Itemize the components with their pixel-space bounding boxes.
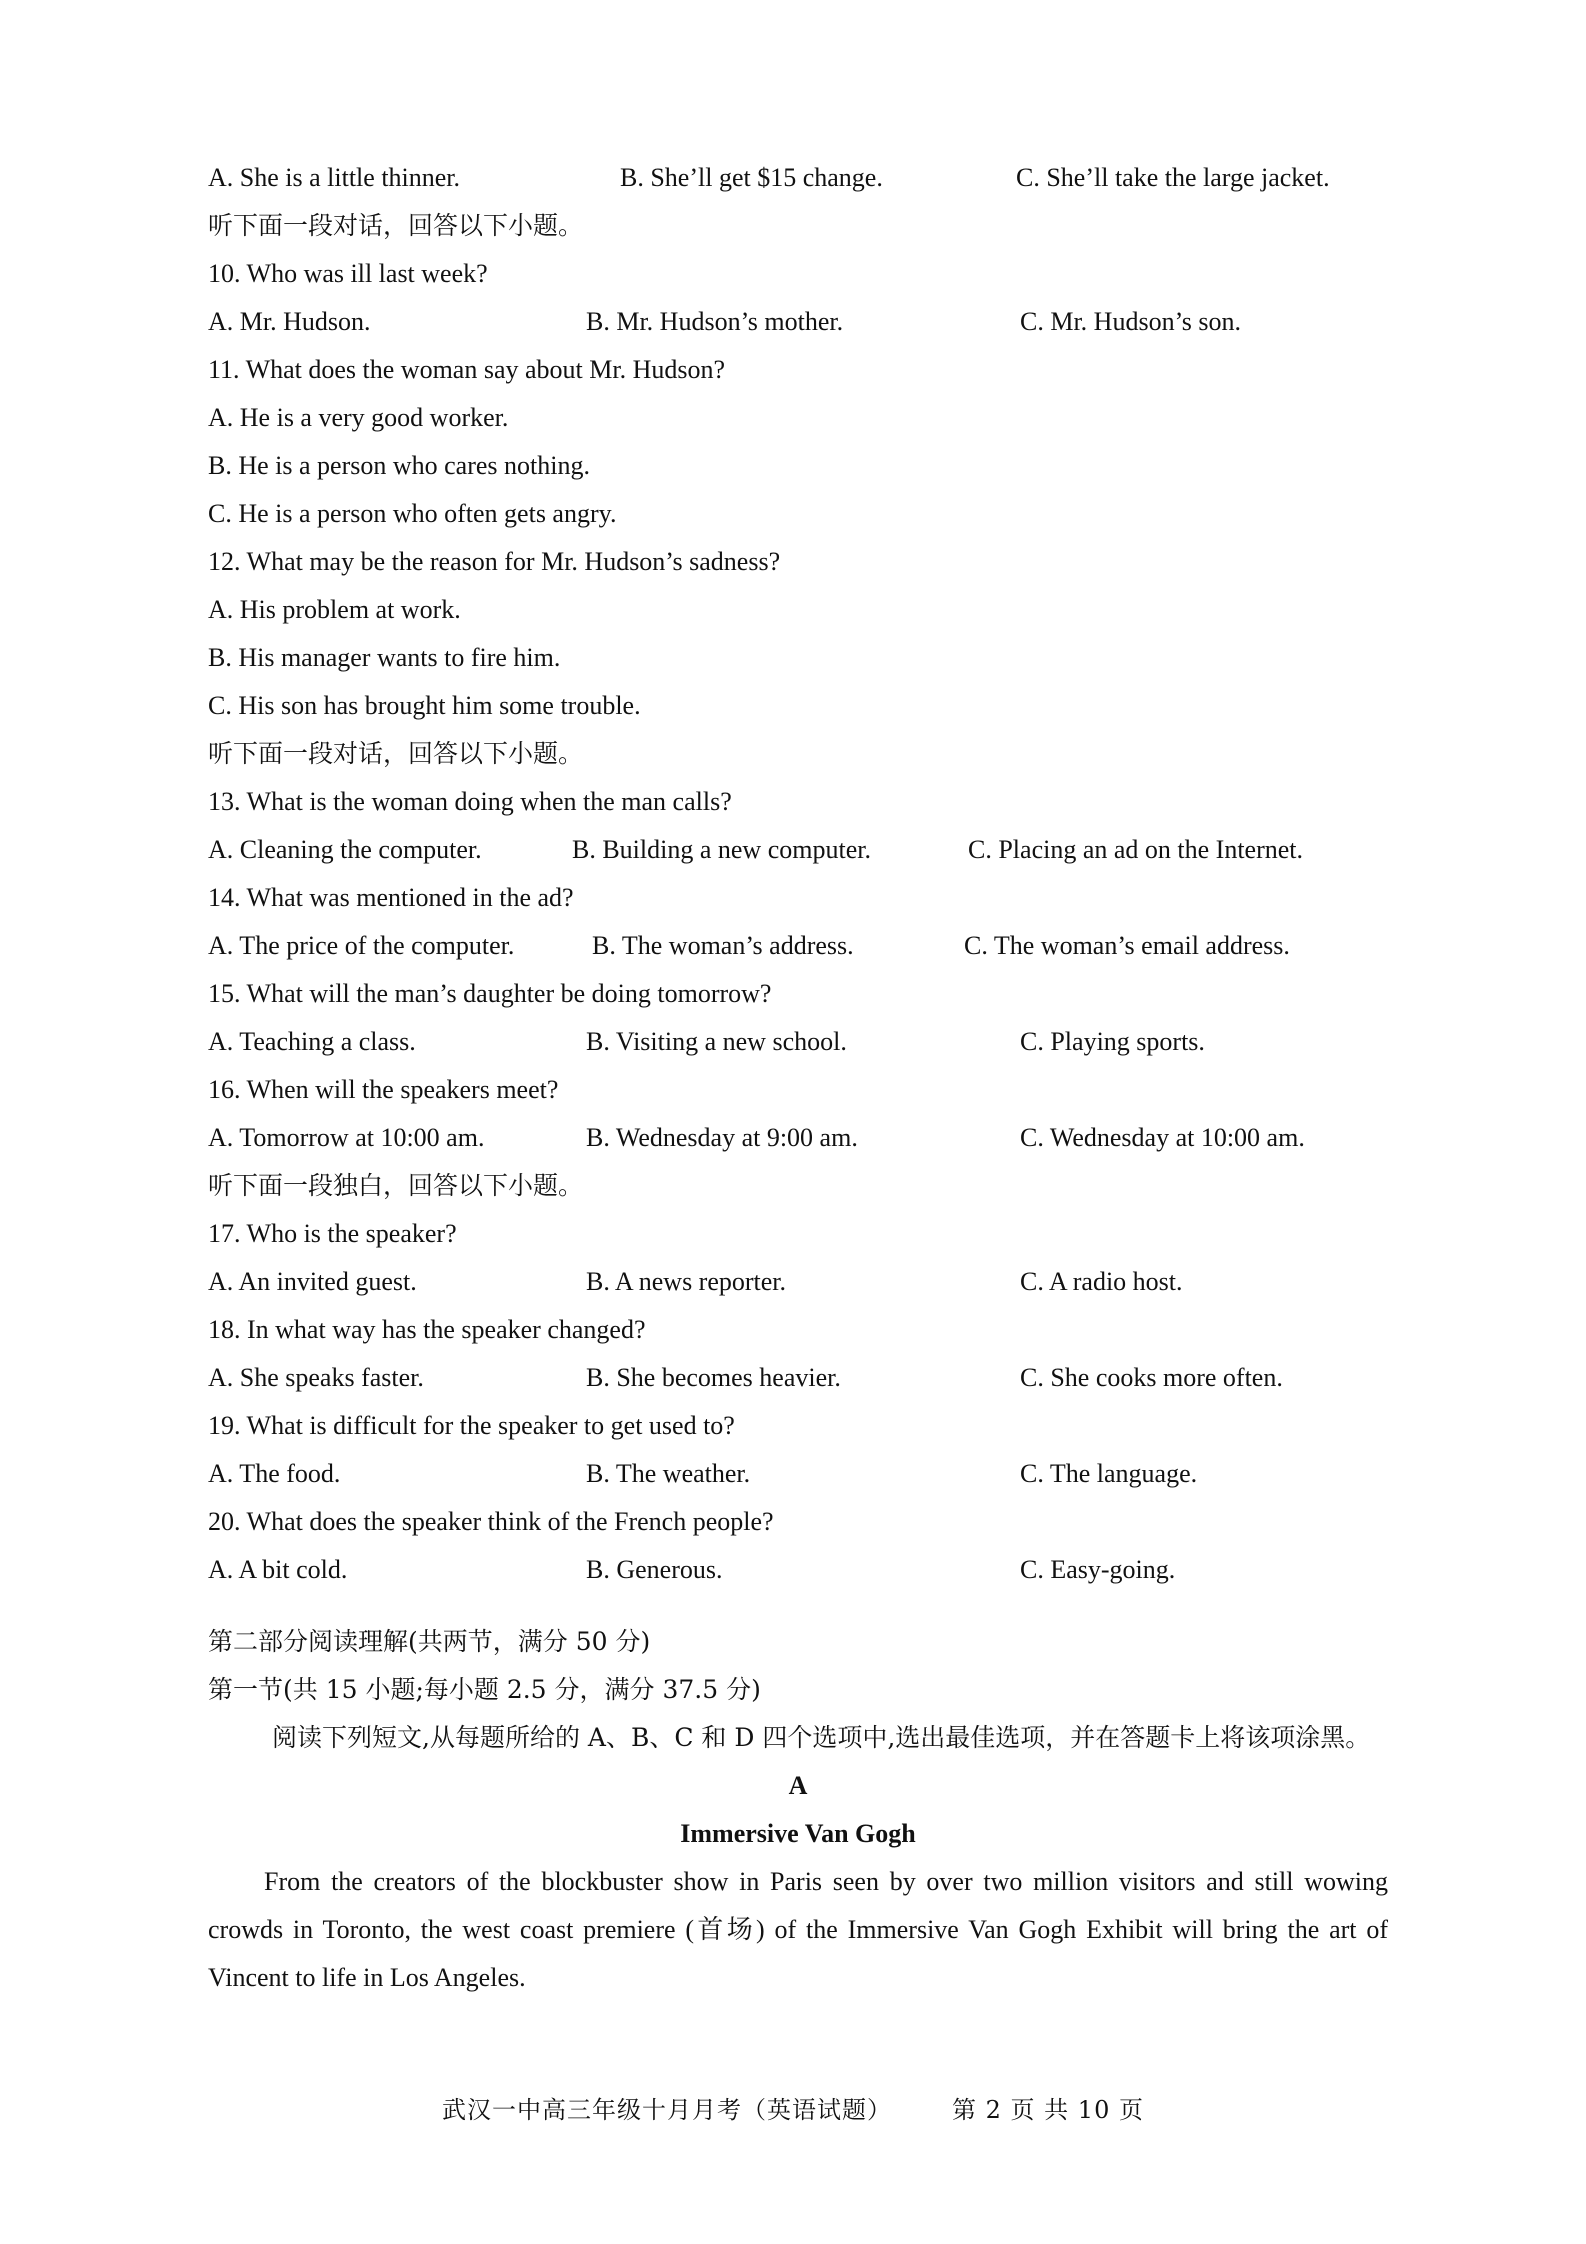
answer-options-row <box>208 1018 1388 1066</box>
question-line: 17. Who is the speaker? <box>208 1219 457 1248</box>
question-line: B. His manager wants to fire him. <box>208 643 561 672</box>
option-b: B. Mr. Hudson’s mother. <box>586 307 844 336</box>
answer-options-row <box>208 298 1388 346</box>
option-a: A. The price of the computer. <box>208 931 515 960</box>
question-line: 13. What is the woman doing when the man calls? <box>208 787 732 816</box>
question-line: 15. What will the man’s daughter be doing tomorrow? <box>208 979 772 1008</box>
option-c: C. Playing sports. <box>1020 1027 1205 1056</box>
option-c: C. She cooks more often. <box>1020 1363 1283 1392</box>
option-b: B. A news reporter. <box>586 1267 787 1296</box>
option-b: B. The weather. <box>586 1459 751 1488</box>
option-b: B. Wednesday at 9:00 am. <box>586 1123 858 1152</box>
question-line: 19. What is difficult for the speaker to get used to? <box>208 1411 735 1440</box>
answer-options-row <box>208 1114 1388 1162</box>
answer-options-row <box>208 1258 1388 1306</box>
option-b: B. She becomes heavier. <box>586 1363 841 1392</box>
option-c: C. She’ll take the large jacket. <box>1016 163 1330 192</box>
footer-exam-title: 武汉一中高三年级十月月考（英语试题） <box>442 2096 893 2124</box>
passage-letter: A <box>788 1771 808 1800</box>
option-a: A. She is a little thinner. <box>208 163 461 192</box>
passage-title: Immersive Van Gogh <box>680 1819 916 1848</box>
question-line: A. His problem at work. <box>208 595 461 624</box>
option-b: B. The woman’s address. <box>592 931 854 960</box>
question-line: A. He is a very good worker. <box>208 403 509 432</box>
option-b: B. Visiting a new school. <box>586 1027 847 1056</box>
dialogue-instruction: 听下面一段对话，回答以下小题。 <box>208 739 584 768</box>
answer-options-row <box>208 1354 1388 1402</box>
answer-options-row <box>208 1546 1388 1594</box>
dialogue-instruction: 听下面一段独白，回答以下小题。 <box>208 1171 584 1200</box>
question-line: C. He is a person who often gets angry. <box>208 499 617 528</box>
answer-options-row <box>208 154 1388 202</box>
answer-options-row <box>208 922 1388 970</box>
option-a: A. An invited guest. <box>208 1267 417 1296</box>
option-a: A. She speaks faster. <box>208 1363 424 1392</box>
option-b: B. Building a new computer. <box>572 835 871 864</box>
option-a: A. Mr. Hudson. <box>208 307 371 336</box>
section-heading: 第一节(共 15 小题;每小题 2.5 分，满分 37.5 分) <box>208 1675 761 1704</box>
question-line: 18. In what way has the speaker changed? <box>208 1315 646 1344</box>
option-c: C. Placing an ad on the Internet. <box>968 835 1304 864</box>
question-line: 14. What was mentioned in the ad? <box>208 883 574 912</box>
option-c: C. Wednesday at 10:00 am. <box>1020 1123 1305 1152</box>
option-a: A. Tomorrow at 10:00 am. <box>208 1123 485 1152</box>
passage-paragraph: From the creators of the blockbuster show in Paris seen by over two million visitors and still wowing crowds in Toronto, the west coast premiere (首场) of the Immersive Van Gogh Exhibit will bring the art of Vincent to life in Los Angeles. <box>208 1867 1388 1992</box>
option-c: C. Easy-going. <box>1020 1555 1176 1584</box>
answer-options-row <box>208 1450 1388 1498</box>
option-c: C. A radio host. <box>1020 1267 1183 1296</box>
question-line: 16. When will the speakers meet? <box>208 1075 559 1104</box>
question-line: 20. What does the speaker think of the French people? <box>208 1507 774 1536</box>
page-footer <box>0 2090 1586 2125</box>
question-line: C. His son has brought him some trouble. <box>208 691 641 720</box>
question-line: 12. What may be the reason for Mr. Hudson’s sadness? <box>208 547 781 576</box>
option-a: A. Teaching a class. <box>208 1027 416 1056</box>
listening-questions <box>208 154 1388 1594</box>
option-b: B. Generous. <box>586 1555 723 1584</box>
question-line: 10. Who was ill last week? <box>208 259 488 288</box>
option-a: A. A bit cold. <box>208 1555 348 1584</box>
reading-instruction: 阅读下列短文,从每题所给的 A、B、C 和 D 四个选项中,选出最佳选项，并在答题卡上将该项涂黑。 <box>272 1723 1371 1752</box>
option-a: A. The food. <box>208 1459 341 1488</box>
option-c: C. The language. <box>1020 1459 1198 1488</box>
footer-page-number: 第 2 页 共 10 页 <box>952 2096 1144 2124</box>
option-c: C. Mr. Hudson’s son. <box>1020 307 1242 336</box>
question-line: B. He is a person who cares nothing. <box>208 451 590 480</box>
option-a: A. Cleaning the computer. <box>208 835 482 864</box>
question-line: 11. What does the woman say about Mr. Hudson? <box>208 355 726 384</box>
option-b: B. She’ll get $15 change. <box>620 163 883 192</box>
answer-options-row <box>208 826 1388 874</box>
option-c: C. The woman’s email address. <box>964 931 1290 960</box>
page-content <box>208 154 1388 2002</box>
dialogue-instruction: 听下面一段对话，回答以下小题。 <box>208 211 584 240</box>
part2-heading: 第二部分阅读理解(共两节，满分 50 分) <box>208 1627 651 1656</box>
